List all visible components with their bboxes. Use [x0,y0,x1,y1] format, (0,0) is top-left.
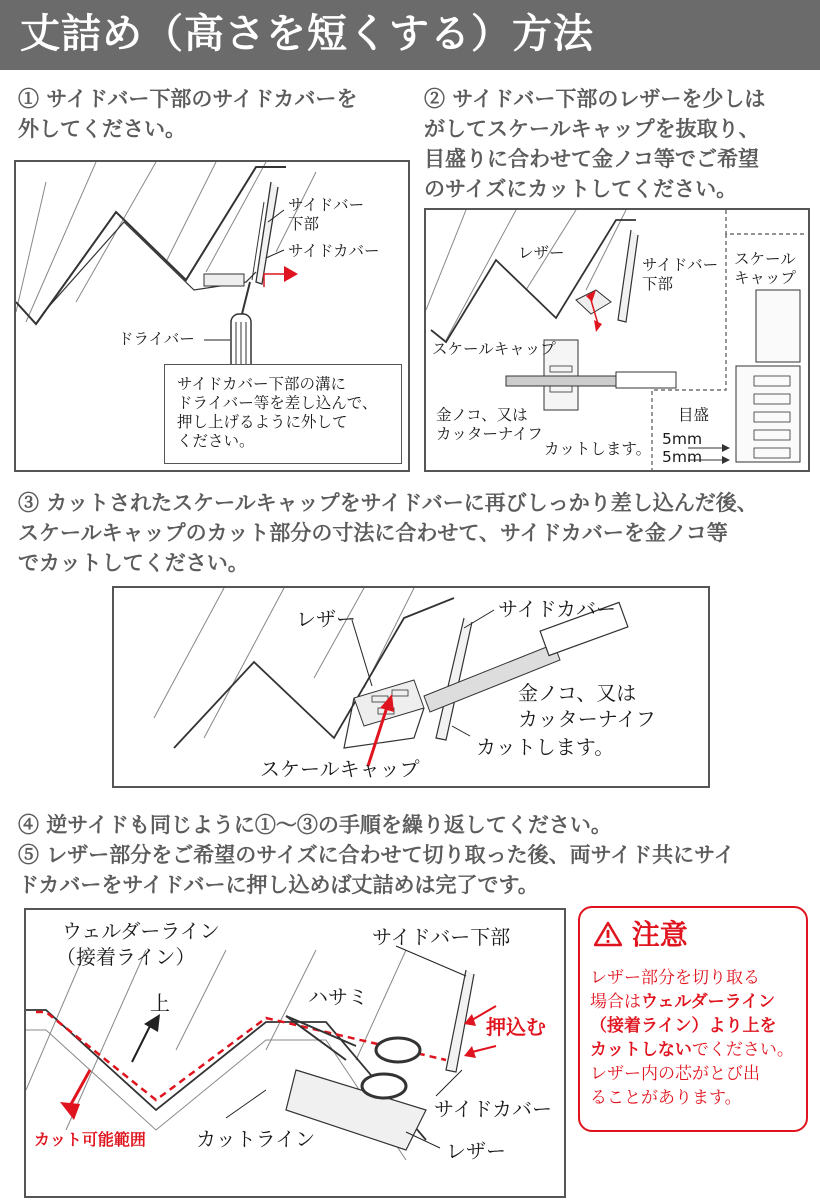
fig4-label-push-in: 押込む [486,1015,546,1039]
figure-3-cut-side-cover [112,586,710,788]
step-5-text [18,840,818,900]
fig1-label-sidebar-bottom [288,196,364,234]
fig3-label-cut: カットします。 [476,735,615,759]
fig3-label-scale-cap: スケールキャップ [260,757,420,781]
fig1-note-line: ください。 [177,432,255,450]
caution-emphasis: （接着ライン）より上を [590,1016,777,1036]
figure-1-remove-side-cover [14,160,410,472]
step-3-text [18,488,818,578]
caution-text: 場合は [590,992,641,1012]
fig2-label-line: 下部 [642,275,674,293]
step-2-line: がしてスケールキャップを抜取り、 [424,116,760,141]
fig2-label-line: スケール [734,250,796,268]
fig1-label-driver: ドライバー [118,330,195,348]
fig1-label-line: サイドバー [288,196,365,214]
fig2-label-scale-cap: スケールキャップ [432,340,556,358]
fig2-label-line: 金ノコ、又は [436,406,528,424]
step-3-line: スケールキャップのカット部分の寸法に合わせて、サイドカバーを金ノコ等 [18,520,728,545]
fig3-label-side-cover: サイドカバー [498,597,616,621]
step-1-line: ① サイドバー下部のサイドカバーを [18,86,358,111]
fig2-label-5mm-1: 5mm [662,430,703,448]
caution-line: ることがあります。 [590,1088,742,1108]
step-3-line: でカットしてください。 [18,550,249,575]
figure-4-trim-leather [24,908,566,1198]
fig3-label-line: カッターナイフ [518,707,656,731]
caution-line: レザー内の芯がとび出 [590,1064,760,1084]
fig1-note-line: ドライバー等を差し込んで、 [177,394,378,412]
fig1-note-line: 押し上げるように外して [177,413,348,431]
fig2-label-graduation: 目盛 [678,406,710,424]
step-2-line: ② サイドバー下部のレザーを少しは [424,86,766,111]
warning-icon [594,921,622,947]
fig1-note-line: サイドカバー下部の溝に [177,375,346,393]
fig4-label-side-cover: サイドカバー [434,1097,552,1121]
caution-title [594,918,688,952]
caution-line [590,990,794,1014]
fig4-label-cut-line: カットライン [196,1127,316,1151]
fig4-label-up: 上 [150,991,170,1015]
caution-emphasis: カットしない [590,1040,692,1060]
step-5-line: ドカバーをサイドバーに押し込めば丈詰めは完了です。 [18,872,539,897]
fig4-label-bonding-line: （接着ライン） [56,945,196,969]
fig1-note-box [164,364,402,464]
fig4-label-scissors: ハサミ [308,985,368,1009]
caution-box [578,906,808,1132]
caution-line: レザー部分を切り取る [590,968,760,988]
fig2-label-line: サイドバー [642,256,719,274]
caution-emphasis: ウェルダーライン [641,992,776,1012]
fig4-label-welder-line: ウェルダーライン [62,919,220,943]
fig2-label-5mm-2: 5mm [662,448,703,466]
fig1-label-line: 下部 [288,215,320,233]
step-4-text [18,810,818,840]
step-2-text [424,84,814,204]
page-title: 丈詰め（高さを短くする）方法 [20,10,594,57]
fig2-label-cut: カットします。 [544,440,652,458]
caution-body [590,966,794,1110]
header-banner [0,0,820,70]
step-1-text [18,84,398,144]
step-4-line: ④ 逆サイドも同じように①～③の手順を繰り返してください。 [18,812,612,837]
figure-2-cut-scale-cap [424,208,810,472]
fig2-label-scale-cap-box [734,250,796,288]
fig2-label-sidebar-bottom [642,256,718,294]
fig3-label-line: 金ノコ、又は [518,681,637,705]
fig4-label-sidebar-bottom: サイドバー下部 [372,925,511,949]
fig3-label-leather: レザー [296,607,356,631]
fig1-label-side-cover: サイドカバー [288,242,380,260]
fig2-label-line: カッターナイフ [436,425,543,443]
caution-title-text: 注意 [631,918,688,951]
fig4-label-leather: レザー [446,1139,506,1163]
step-2-line: 目盛りに合わせて金ノコ等でご希望 [424,146,759,171]
step-1-line: 外してください。 [18,116,186,141]
caution-line [590,1038,794,1062]
step-2-line: のサイズにカットしてください。 [424,176,738,201]
caution-text: でください。 [691,1040,794,1060]
fig2-label-leather: レザー [518,244,565,262]
fig4-label-cut-range: カット可能範囲 [34,1130,146,1149]
step-3-line: ③ カットされたスケールキャップをサイドバーに再びしっかり差し込んだ後、 [18,490,758,515]
step-5-line: ⑤ レザー部分をご希望のサイズに合わせて切り取った後、両サイド共にサイ [18,842,735,867]
caution-line [590,1014,794,1038]
fig3-label-saw [518,680,656,732]
fig2-label-saw [436,406,543,444]
fig2-label-line: キャップ [734,269,797,287]
